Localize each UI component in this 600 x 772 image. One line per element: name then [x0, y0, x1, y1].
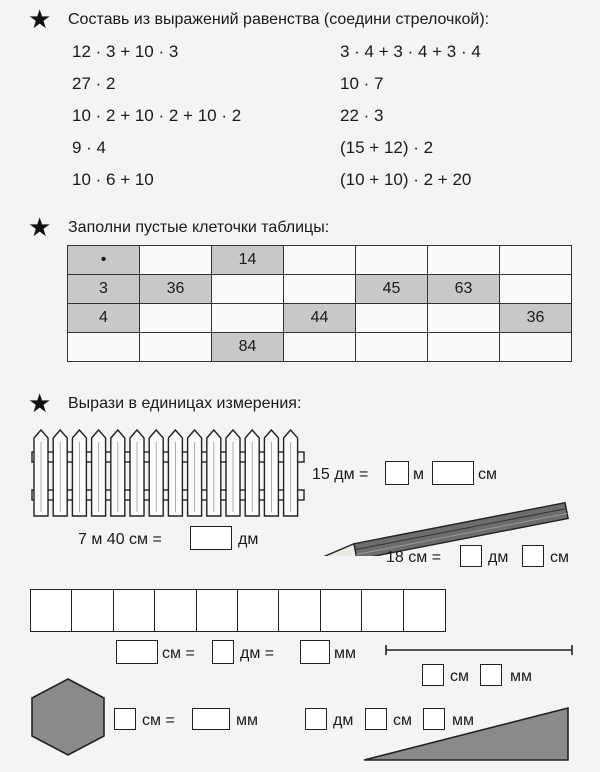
table-cell-empty[interactable] — [212, 275, 284, 304]
table-cell-empty[interactable] — [140, 333, 212, 362]
answer-box-centimeters[interactable] — [422, 664, 444, 686]
unit-label: мм — [452, 712, 474, 729]
strip-square — [237, 589, 280, 632]
answer-box-millimeters[interactable] — [300, 640, 330, 664]
fence-illustration — [28, 424, 308, 520]
unit-label: см — [450, 668, 469, 685]
fence-value-label: 15 дм = — [312, 466, 369, 483]
answer-box-decimeters[interactable] — [305, 708, 327, 730]
unit-label: дм = — [240, 645, 275, 662]
unit-label: мм — [510, 668, 532, 685]
table-cell-empty[interactable] — [356, 333, 428, 362]
strip-square — [30, 589, 73, 632]
task1-left-expr-2: 27 · 2 — [72, 74, 116, 93]
table-cell-empty[interactable] — [140, 246, 212, 275]
strip-square — [361, 589, 404, 632]
answer-box-meters[interactable] — [385, 461, 409, 485]
table-cell: 36 — [500, 304, 572, 333]
answer-box-decimeters[interactable] — [212, 640, 234, 664]
table-cell-empty[interactable] — [284, 246, 356, 275]
answer-box-centimeters[interactable] — [522, 545, 544, 567]
star-icon: ★ — [28, 388, 52, 418]
table-row — [68, 333, 572, 362]
answer-box-centimeters[interactable] — [432, 461, 474, 485]
triangle-shape — [360, 704, 575, 764]
answer-box-centimeters[interactable] — [116, 640, 158, 664]
strip-square — [71, 589, 114, 632]
multiplication-table — [67, 245, 572, 362]
table-cell-empty[interactable] — [500, 333, 572, 362]
task1-left-expr-5: 10 · 6 + 10 — [72, 170, 154, 189]
unit-label: дм — [238, 531, 259, 548]
task3-heading: Вырази в единицах измерения: — [68, 395, 302, 412]
strip-square — [403, 589, 446, 632]
table-row — [68, 304, 572, 333]
unit-label: см = — [142, 712, 175, 729]
hexagon-shape — [28, 676, 108, 758]
pencil-value-label: 18 см = — [386, 549, 442, 566]
length-value-label: 7 м 40 см = — [78, 531, 162, 548]
table-cell-empty[interactable] — [428, 304, 500, 333]
table-cell: 63 — [428, 275, 500, 304]
table-cell-empty[interactable] — [140, 304, 212, 333]
table-cell: 44 — [284, 304, 356, 333]
star-icon: ★ — [28, 212, 52, 242]
table-cell-empty[interactable] — [284, 275, 356, 304]
task1-right-expr-4: (15 + 12) · 2 — [340, 138, 434, 157]
table-cell-empty[interactable] — [356, 304, 428, 333]
task1-heading: Составь из выражений равенства (соедини стрелочкой): — [68, 11, 490, 28]
star-icon: ★ — [28, 4, 52, 34]
task1-right-expr-1: 3 · 4 + 3 · 4 + 3 · 4 — [340, 42, 481, 61]
unit-label: см — [478, 466, 497, 483]
table-row — [68, 246, 572, 275]
strip-square — [196, 589, 239, 632]
task1-right-expr-2: 10 · 7 — [340, 74, 384, 93]
table-cell-empty[interactable] — [428, 333, 500, 362]
answer-box-centimeters[interactable] — [114, 708, 136, 730]
table-cell: 3 — [68, 275, 140, 304]
table-cell: 45 — [356, 275, 428, 304]
table-cell: 84 — [212, 333, 284, 362]
answer-box-decimeters[interactable] — [190, 526, 232, 550]
task1-right-expr-5: (10 + 10) · 2 + 20 — [340, 170, 472, 189]
strip-square — [113, 589, 156, 632]
line-segment — [380, 644, 580, 656]
unit-label: см — [393, 712, 412, 729]
answer-box-decimeters[interactable] — [460, 545, 482, 567]
table-cell-empty[interactable] — [68, 333, 140, 362]
task2-heading: Заполни пустые клеточки таблицы: — [68, 219, 330, 236]
strip-square — [154, 589, 197, 632]
table-cell: 36 — [140, 275, 212, 304]
unit-label: дм — [488, 549, 509, 566]
task1-left-expr-1: 12 · 3 + 10 · 3 — [72, 42, 179, 61]
table-cell-empty[interactable] — [356, 246, 428, 275]
table-cell-empty[interactable] — [212, 304, 284, 333]
answer-box-millimeters[interactable] — [192, 708, 230, 730]
table-cell-empty[interactable] — [500, 246, 572, 275]
task1-left-expr-4: 9 · 4 — [72, 138, 107, 157]
unit-label: см = — [162, 645, 195, 662]
table-row — [68, 275, 572, 304]
unit-label: мм — [236, 712, 258, 729]
table-cell-empty[interactable] — [500, 275, 572, 304]
task1-right-expr-3: 22 · 3 — [340, 106, 384, 125]
table-cell: 4 — [68, 304, 140, 333]
task1-left-expr-3: 10 · 2 + 10 · 2 + 10 · 2 — [72, 106, 242, 125]
table-cell: • — [68, 246, 140, 275]
table-cell-empty[interactable] — [428, 246, 500, 275]
unit-label: мм — [334, 645, 356, 662]
answer-box-millimeters[interactable] — [480, 664, 502, 686]
unit-label: м — [413, 466, 424, 483]
strip-square — [278, 589, 321, 632]
unit-label: дм — [333, 712, 354, 729]
table-cell-empty[interactable] — [284, 333, 356, 362]
table-cell: 14 — [212, 246, 284, 275]
strip-square — [320, 589, 363, 632]
unit-label: см — [550, 549, 569, 566]
